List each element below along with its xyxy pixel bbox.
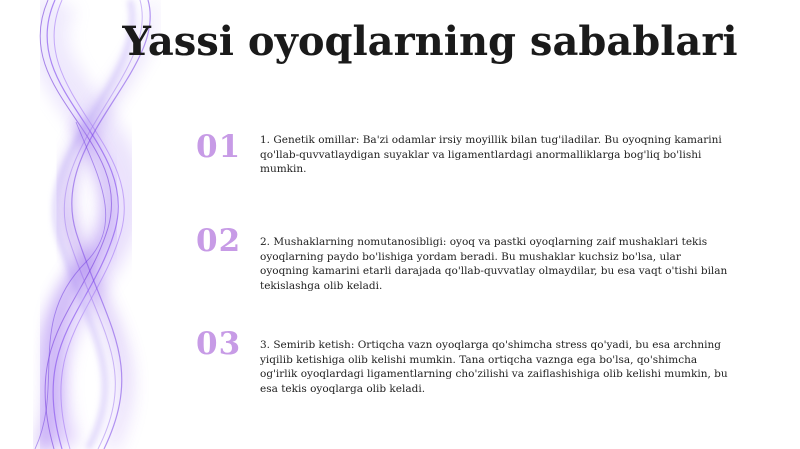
item-number-03: 03 <box>196 326 242 362</box>
slide-title: Yassi oyoqlarning sabablari <box>122 18 738 65</box>
purple-smoke-ribbon-decoration <box>0 0 200 449</box>
item-number-01: 01 <box>196 129 242 165</box>
item-text-02: 2. Mushaklarning nomutanosibligi: oyoq va pastki oyoqlarning zaif mushaklari tekis oyoqlarning paydo bo'lishiga yordam beradi. Bu mushaklar kuchsiz bo'lsa, ular oyoqning kamarini etarli darajada qo'llab-quvvatlay olmaydilar, bu esa vaqt o'tishi bilan tekislashga olib keladi. <box>260 236 728 292</box>
item-number-02: 02 <box>196 223 242 259</box>
item-text-01: 1. Genetik omillar: Ba'zi odamlar irsiy moyillik bilan tug'iladilar. Bu oyoqning kamarini qo'llab-quvvatlaydigan suyaklar va ligamentlardagi anormalliklarga bog'liq bo'lishi mumkin. <box>260 134 722 176</box>
item-text-03: 3. Semirib ketish: Ortiqcha vazn oyoqlarga qo'shimcha stress qo'yadi, bu esa archning yiqilib ketishiga olib kelishi mumkin. Tana ortiqcha vaznga ega bo'lsa, qo'shimcha og'irlik oyoqlardagi ligamentlarning cho'zilishi va zaiflashishiga olib kelishi mumkin, bu esa tekis oyoqlarga olib keladi. <box>260 339 728 395</box>
